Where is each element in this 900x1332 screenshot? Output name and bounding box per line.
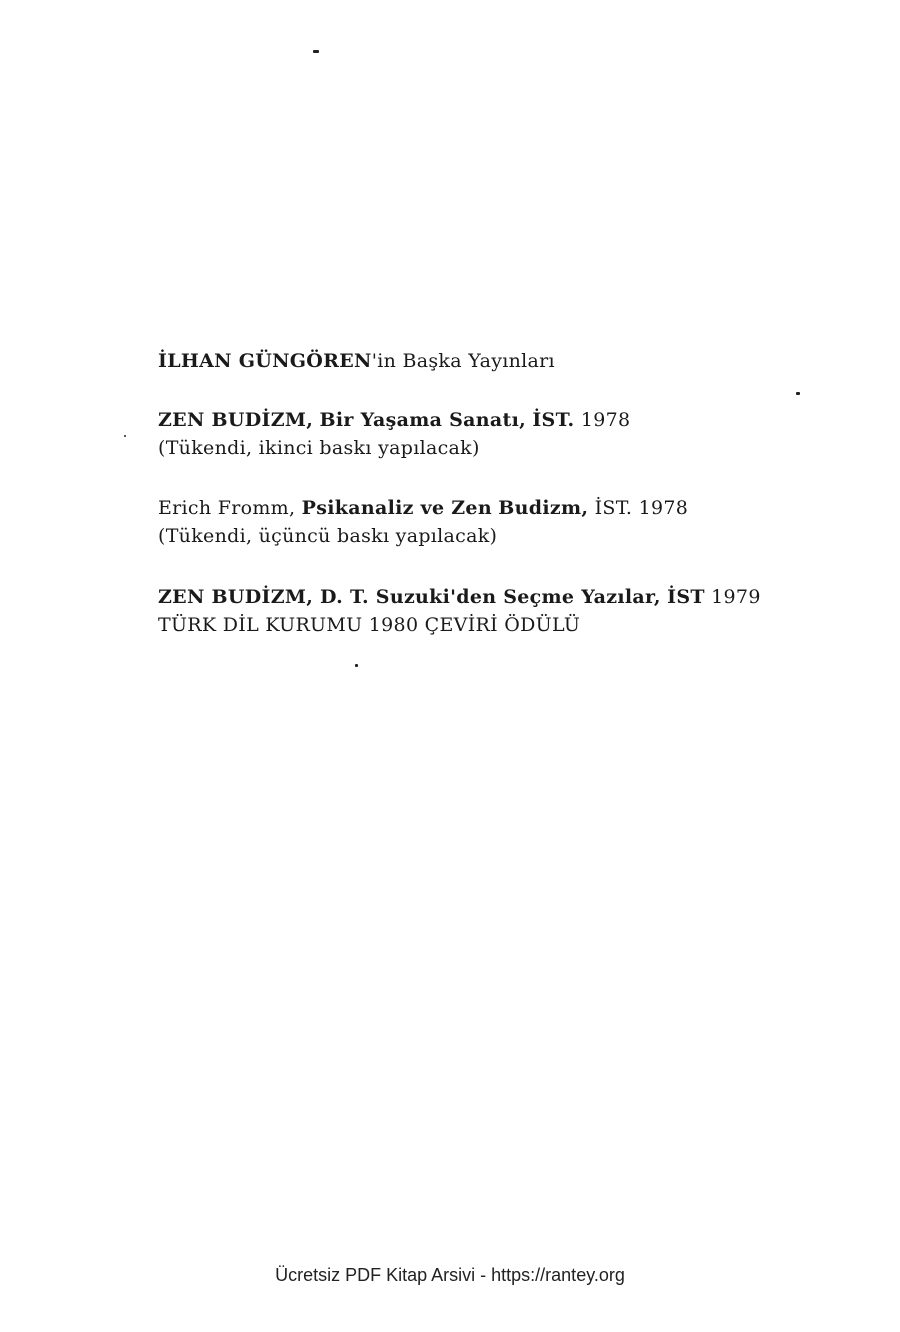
book-place: İST. — [532, 409, 575, 431]
print-speck — [124, 435, 126, 437]
heading-rest: 'in Başka Yayınları — [371, 350, 555, 372]
book-place: İST. — [594, 497, 633, 519]
heading-author: İLHAN GÜNGÖREN — [158, 350, 372, 372]
footer-watermark: Ücretsiz PDF Kitap Arsivi - https://rantey.org — [275, 1265, 625, 1285]
book-title: Psikanaliz ve Zen — [301, 497, 492, 519]
book-title: ZEN BUDİZM, — [158, 409, 314, 431]
book-author: Erich Fromm, — [158, 497, 296, 519]
book-year: 1978 — [638, 497, 689, 519]
print-speck — [355, 664, 358, 667]
book-title-cont: Budizm, — [498, 497, 589, 519]
book-award: TÜRK DİL KURUMU 1980 ÇEVİRİ ÖDÜLÜ — [158, 614, 581, 636]
book-subtitle: Bir Yaşama Sanatı, — [319, 409, 527, 431]
book-place: İST — [667, 586, 705, 608]
book-note: (Tükendi, ikinci baskı yapılacak) — [158, 437, 480, 459]
print-speck — [313, 50, 319, 53]
book-note: (Tükendi, üçüncü baskı yapılacak) — [158, 525, 498, 547]
book-entry — [158, 406, 858, 462]
book-title: ZEN BUDİZM, D. T. Suzuki'den Seçme Yazılar, — [158, 586, 661, 608]
book-year: 1979 — [711, 586, 761, 608]
book-entry — [158, 583, 858, 639]
book-year: 1978 — [580, 409, 631, 431]
publications-heading — [158, 347, 858, 375]
book-entry — [158, 494, 858, 550]
print-speck — [796, 392, 800, 395]
